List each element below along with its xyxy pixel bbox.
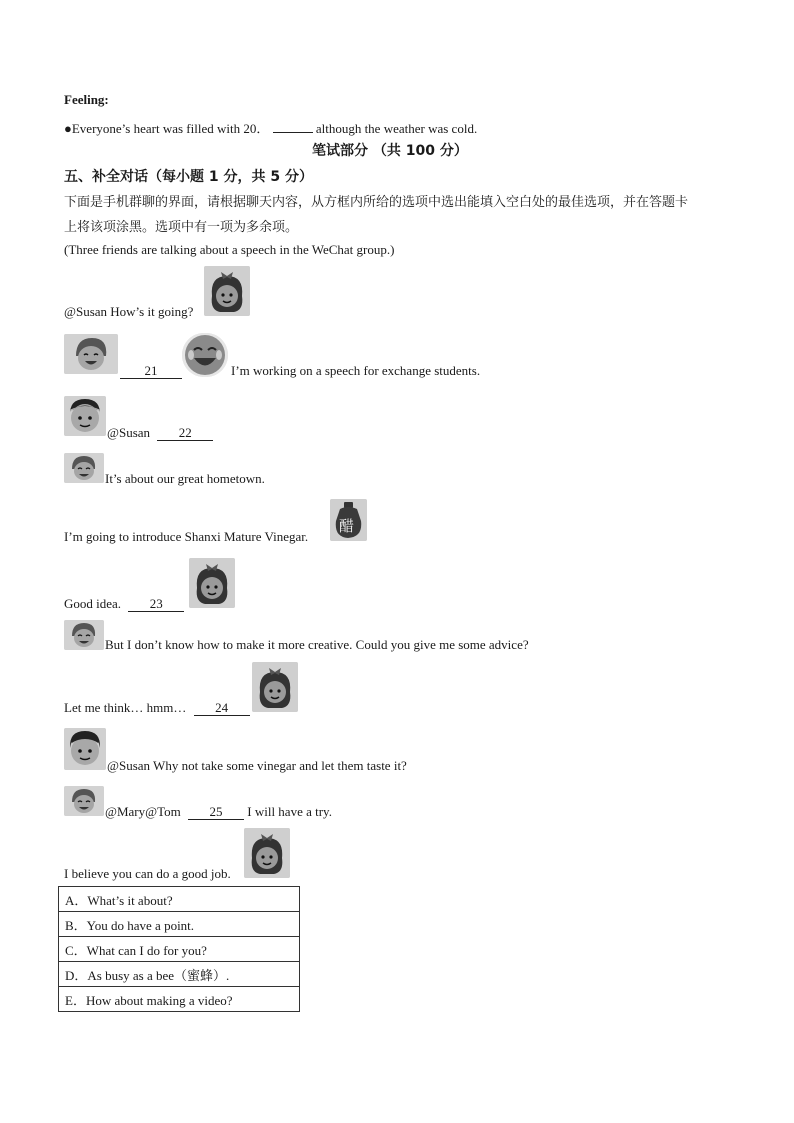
option-text: As busy as a bee（蜜蜂）. — [87, 967, 230, 983]
instruction-line-2: 上将该项涂黑。选项中有一项为多余项。 — [64, 220, 299, 235]
option-c — [59, 937, 300, 962]
option-row — [59, 962, 300, 987]
laughing-girl-icon — [64, 786, 104, 816]
option-text: How about making a video? — [85, 992, 233, 1008]
blank-21: 21 — [120, 364, 182, 379]
susan-avatar — [204, 266, 250, 316]
chat-message-9: @Susan Why not take some vinegar and let them taste it? — [107, 758, 407, 773]
chat-message-11: I believe you can do a good job. — [64, 866, 231, 881]
laughing-girl-icon — [64, 334, 118, 374]
option-row — [59, 987, 300, 1012]
girl-face-icon — [252, 662, 298, 712]
feeling-line-before: ●Everyone’s heart was filled with 20． — [64, 121, 270, 136]
feeling-heading: Feeling: — [64, 92, 109, 107]
option-letter: D． — [65, 967, 88, 983]
chat-message-8-prefix: Let me think… hmm… — [64, 700, 187, 715]
chat-message-5: I’m going to introduce Shanxi Mature Vinegar. — [64, 529, 309, 544]
mary-avatar — [64, 334, 118, 374]
option-a — [59, 887, 300, 912]
boy-face-icon — [64, 396, 106, 436]
section-title: 笔试部分 （共 100 分） — [312, 143, 468, 159]
feeling-line — [64, 118, 477, 137]
girl-face-icon — [204, 266, 250, 316]
chat-message-2-blank — [120, 363, 182, 379]
options-box — [58, 886, 300, 1012]
blank-24: 24 — [194, 701, 250, 716]
tears-of-joy-icon — [182, 333, 228, 377]
emoji-avatar — [182, 333, 228, 377]
girl-face-icon — [244, 828, 290, 878]
susan-avatar — [244, 828, 290, 878]
tom-avatar — [64, 728, 106, 770]
susan-avatar — [252, 662, 298, 712]
option-row — [59, 937, 300, 962]
blank-20 — [273, 132, 313, 133]
chat-message-6 — [64, 596, 184, 612]
blank-23: 23 — [128, 597, 184, 612]
option-text: What can I do for you? — [86, 942, 207, 958]
chat-message-8 — [64, 700, 250, 716]
chat-message-4: It’s about our great hometown. — [105, 471, 265, 486]
context-line: (Three friends are talking about a speech in the WeChat group.) — [64, 242, 395, 257]
option-letter: C． — [65, 942, 87, 958]
vinegar-icon — [330, 499, 367, 541]
option-letter: E． — [65, 992, 86, 1008]
laughing-girl-icon — [64, 620, 104, 650]
chat-message-10-prefix: @Mary@Tom — [105, 804, 181, 819]
chat-message-1: @Susan How’s it going? — [64, 304, 194, 319]
boy-face-icon — [64, 728, 106, 770]
chat-message-3 — [107, 425, 213, 441]
option-letter: A． — [65, 892, 88, 908]
laughing-girl-icon — [64, 453, 104, 483]
option-e — [59, 987, 300, 1012]
option-row — [59, 912, 300, 937]
part5-heading: 五、补全对话（每小题 1 分，共 5 分） — [64, 169, 313, 185]
mary-avatar-small — [64, 786, 104, 816]
chat-message-6-prefix: Good idea. — [64, 596, 122, 611]
mary-avatar-small — [64, 620, 104, 650]
option-row — [59, 887, 300, 912]
chat-message-10-suffix: I will have a try. — [247, 804, 332, 819]
blank-25: 25 — [188, 805, 244, 820]
feeling-line-after: although the weather was cold. — [315, 121, 478, 136]
chat-message-3-prefix: @Susan — [107, 425, 151, 440]
girl-face-icon — [189, 558, 235, 608]
tom-avatar — [64, 396, 106, 436]
mary-avatar-small — [64, 453, 104, 483]
blank-22: 22 — [157, 426, 213, 441]
instruction-line-1: 下面是手机群聊的界面，请根据聊天内容，从方框内所给的选项中选出能填入空白处的最佳选项，并在答题卡 — [64, 195, 689, 210]
option-d — [59, 962, 300, 987]
susan-avatar — [189, 558, 235, 608]
option-letter: B． — [65, 917, 87, 933]
vinegar-char: 醋 — [339, 517, 355, 535]
option-b — [59, 912, 300, 937]
option-text: What’s it about? — [87, 892, 173, 908]
chat-message-2: I’m working on a speech for exchange students. — [231, 363, 481, 378]
chat-message-10 — [105, 804, 332, 820]
option-text: You do have a point. — [86, 917, 195, 933]
chat-message-7: But I don’t know how to make it more creative. Could you give me some advice? — [105, 637, 529, 652]
